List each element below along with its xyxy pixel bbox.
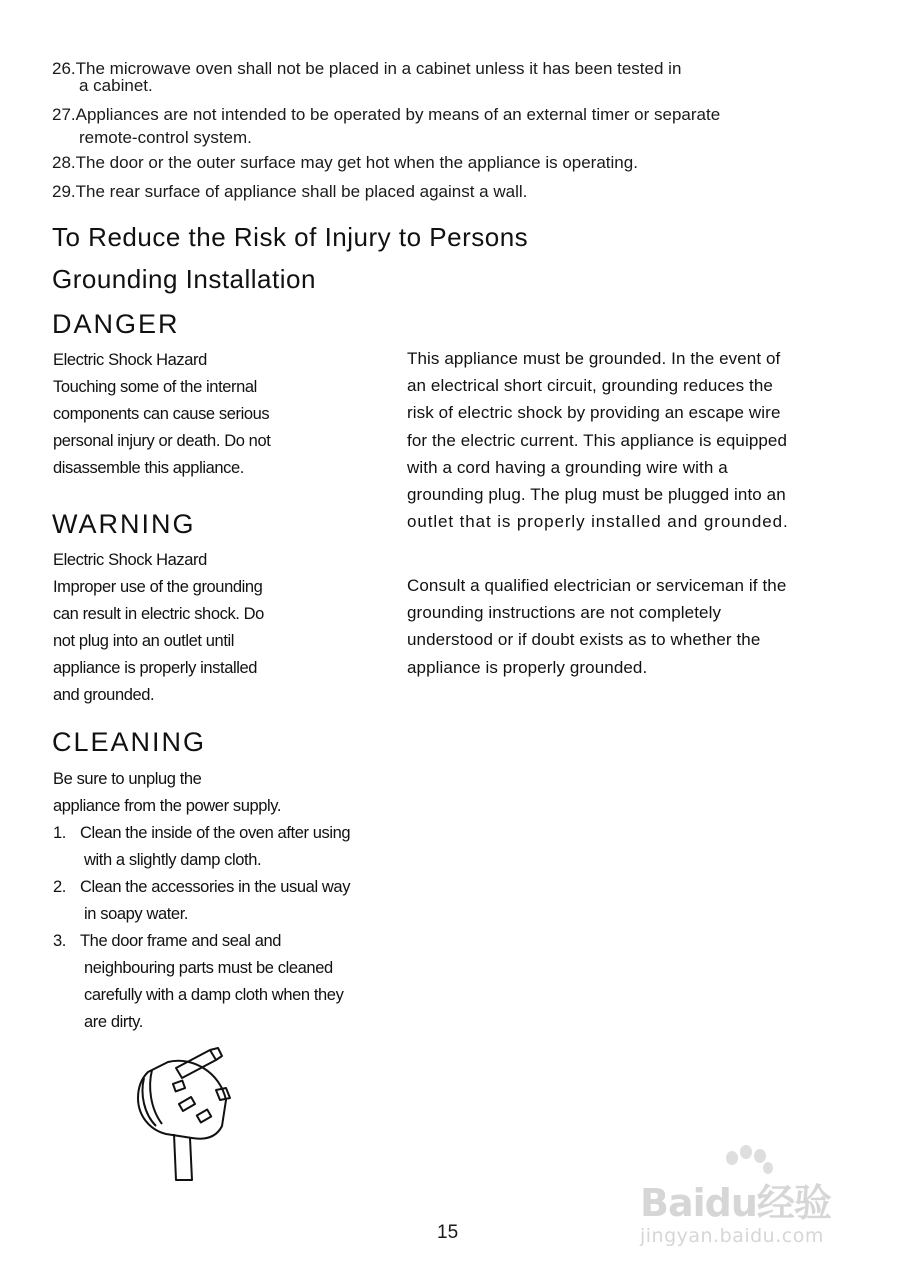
cleaning-item-text: Clean the inside of the oven after using bbox=[80, 824, 351, 842]
warning-title: WARNING bbox=[52, 509, 196, 539]
rule-text: The door or the outer surface may get hot when the appliance is operating. bbox=[75, 153, 638, 172]
rule-29 bbox=[52, 181, 842, 203]
rule-text-cont: remote-control system. bbox=[79, 128, 252, 147]
grounding-line: Consult a qualified electrician or serviceman if the bbox=[407, 576, 787, 595]
warning-line: and grounded. bbox=[53, 686, 155, 704]
cleaning-item-text-cont: with a slightly damp cloth. bbox=[84, 851, 262, 869]
cleaning-item-text-cont: in soapy water. bbox=[84, 905, 189, 923]
heading-reduce-risk: To Reduce the Risk of Injury to Persons bbox=[52, 222, 529, 252]
grounding-line: for the electric current. This appliance is equipped bbox=[407, 430, 788, 450]
cleaning-item-3 bbox=[53, 928, 350, 955]
grounding-line: risk of electric shock by providing an escape wire bbox=[407, 403, 781, 423]
warning-line: Electric Shock Hazard bbox=[53, 551, 207, 569]
grounding-line: with a cord having a grounding wire with a bbox=[407, 457, 728, 477]
paw-icon bbox=[718, 1144, 778, 1184]
rule-text: The microwave oven shall not be placed in a cabinet unless it has been tested in bbox=[75, 59, 682, 78]
rule-26 bbox=[52, 58, 842, 97]
grounding-line: outlet that is properly installed and grounded. bbox=[407, 512, 789, 532]
grounding-line: understood or if doubt exists as to whether the bbox=[407, 630, 761, 650]
warning-line: can result in electric shock. Do bbox=[53, 605, 264, 623]
grounding-line: grounding instructions are not completely bbox=[407, 603, 722, 623]
grounding-line: grounding plug. The plug must be plugged into an bbox=[407, 485, 786, 505]
cleaning-item-1 bbox=[53, 820, 350, 847]
rule-number: 26. bbox=[52, 59, 76, 78]
cleaning-item-2 bbox=[53, 874, 350, 901]
grounding-paragraph-1 bbox=[407, 345, 789, 535]
warning-line: appliance is properly installed bbox=[53, 659, 258, 677]
watermark-logo: Baidu经验 bbox=[640, 1181, 831, 1225]
danger-title: DANGER bbox=[52, 309, 180, 339]
cleaning-item-text-cont: are dirty. bbox=[84, 1013, 143, 1031]
rule-text-cont: a cabinet. bbox=[79, 76, 153, 95]
cleaning-item-text: The door frame and seal and bbox=[80, 932, 282, 950]
rule-text: Appliances are not intended to be operated by means of an external timer or separate bbox=[75, 105, 721, 124]
danger-line: Touching some of the internal bbox=[53, 378, 257, 396]
plug-icon bbox=[130, 1042, 240, 1184]
cleaning-item-number: 2. bbox=[53, 878, 66, 896]
grounding-line: This appliance must be grounded. In the event of bbox=[407, 349, 781, 368]
cleaning-text bbox=[53, 766, 350, 1036]
danger-line: personal injury or death. Do not bbox=[53, 432, 271, 450]
watermark-url: jingyan.baidu.com bbox=[640, 1225, 824, 1247]
watermark bbox=[640, 1150, 831, 1247]
danger-line: components can cause serious bbox=[53, 405, 270, 423]
cleaning-item-text: Clean the accessories in the usual way bbox=[80, 878, 351, 896]
rule-number: 29. bbox=[52, 182, 76, 201]
cleaning-intro-line: appliance from the power supply. bbox=[53, 797, 282, 815]
warning-line: Improper use of the grounding bbox=[53, 578, 263, 596]
cleaning-item-number: 3. bbox=[53, 932, 66, 950]
cleaning-title: CLEANING bbox=[52, 727, 207, 757]
warning-line: not plug into an outlet until bbox=[53, 632, 235, 650]
grounding-line: an electrical short circuit, grounding reduces the bbox=[407, 376, 773, 396]
rule-27 bbox=[52, 104, 842, 149]
danger-line: Electric Shock Hazard bbox=[53, 351, 207, 369]
grounding-paragraph-2 bbox=[407, 572, 786, 681]
danger-line: disassemble this appliance. bbox=[53, 459, 244, 477]
cleaning-item-text-cont: carefully with a damp cloth when they bbox=[84, 986, 344, 1004]
cleaning-intro-line: Be sure to unplug the bbox=[53, 770, 202, 788]
rule-text: The rear surface of appliance shall be placed against a wall. bbox=[75, 182, 528, 201]
heading-grounding: Grounding Installation bbox=[52, 264, 316, 294]
rule-number: 27. bbox=[52, 105, 76, 124]
warning-text bbox=[53, 547, 264, 709]
cleaning-item-text-cont: neighbouring parts must be cleaned bbox=[84, 959, 333, 977]
rule-number: 28. bbox=[52, 153, 76, 172]
grounding-line: appliance is properly grounded. bbox=[407, 657, 648, 677]
rule-28 bbox=[52, 152, 842, 174]
page-number: 15 bbox=[437, 1222, 459, 1243]
danger-text bbox=[53, 347, 270, 482]
cleaning-item-number: 1. bbox=[53, 824, 66, 842]
